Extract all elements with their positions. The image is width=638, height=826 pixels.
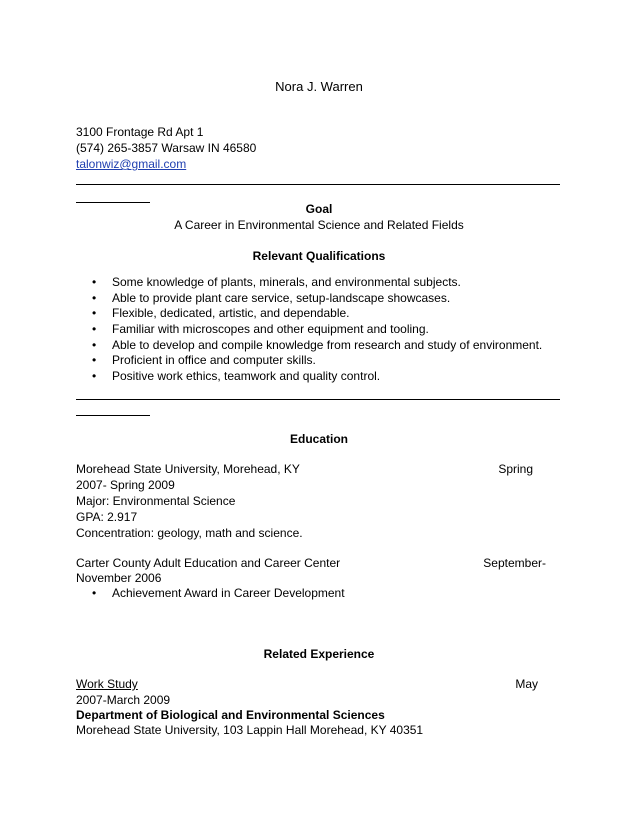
divider-line [76,184,560,185]
list-item: • Flexible, dedicated, artistic, and dependable. [76,306,542,322]
job-date-range: 2007-March 2009 [76,693,171,707]
divider-line [76,399,560,400]
major-line: Major: Environmental Science [76,494,236,508]
email-link[interactable]: talonwiz@gmail.com [76,157,187,171]
school-date-range: 2007- Spring 2009 [76,478,175,492]
school-name: Morehead State University, Morehead, KY [76,462,300,476]
list-item: • Proficient in office and computer skills. [76,353,542,369]
job-location: Morehead State University, 103 Lappin Hall Morehead, KY 40351 [76,723,424,737]
divider-line-continued [76,415,150,416]
school-date-range: November 2006 [76,571,162,585]
list-item: • Able to provide plant care service, setup-landscape showcases. [76,291,542,307]
job-title: Work Study [76,677,138,691]
list-item: • Able to develop and compile knowledge from research and study of environment. [76,338,542,354]
phone-city-line: (574) 265-3857 Warsaw IN 46580 [76,141,257,155]
job-date-start: May [515,677,538,691]
qualifications-heading: Relevant Qualifications [252,249,386,263]
goal-text: A Career in Environmental Science and Related Fields [174,218,464,232]
address-line: 3100 Frontage Rd Apt 1 [76,125,204,139]
experience-heading: Related Experience [263,647,375,661]
list-item: • Familiar with microscopes and other equipment and tooling. [76,322,542,338]
school-date-start: Spring [498,462,533,476]
award-item: • Achievement Award in Career Development [76,586,345,601]
education-heading: Education [289,432,348,446]
concentration-line: Concentration: geology, math and science. [76,526,303,540]
school-date-start: September- [483,556,546,570]
goal-heading: Goal [305,202,333,216]
school-name: Carter County Adult Education and Career Center [76,556,341,570]
gpa-line: GPA: 2.917 [76,510,138,524]
list-item: • Positive work ethics, teamwork and quality control. [76,369,542,385]
applicant-name: Nora J. Warren [275,79,363,94]
qualifications-list [76,275,542,385]
job-department: Department of Biological and Environmental Sciences [76,708,385,722]
list-item: • Some knowledge of plants, minerals, and environmental subjects. [76,275,542,291]
